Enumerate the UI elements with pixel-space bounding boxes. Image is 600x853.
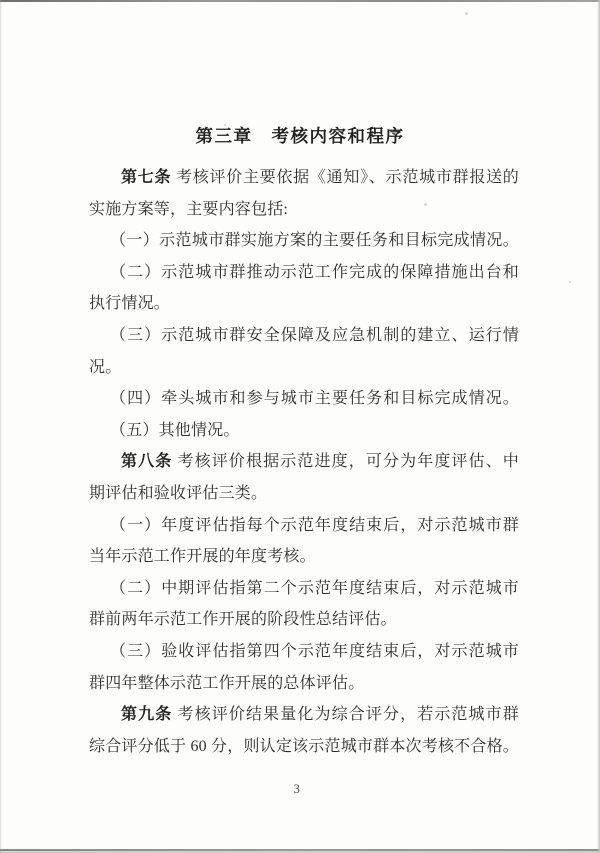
line-text: 考核评价结果量化为综合评分，若示范城市群 <box>172 706 519 724</box>
line-text: 考核评价主要依据《通知》、示范城市群报送的 <box>171 169 519 186</box>
article-number: 第九条 <box>121 706 173 724</box>
document-line <box>89 604 519 636</box>
line-text: （二）示范城市群推动示范工作完成的保障措施出台和 <box>110 263 519 281</box>
line-text: 期评估和验收评估三类。 <box>89 484 268 502</box>
document-line <box>89 668 519 700</box>
document-line <box>89 541 519 573</box>
line-text: （一）示范城市群实施方案的主要任务和目标完成情况。 <box>110 232 519 250</box>
line-text: 当年示范工作开展的年度考核。 <box>89 548 316 566</box>
scan-edge-top <box>0 0 600 2</box>
document-line <box>89 257 519 289</box>
line-text: 实施方案等，主要内容包括: <box>89 200 289 218</box>
document-body <box>89 162 519 762</box>
document-line <box>89 320 519 352</box>
article-number: 第七条 <box>121 169 172 186</box>
line-text: （四）牵头城市和参与城市主要任务和目标完成情况。 <box>110 390 519 408</box>
line-text: 况。 <box>89 358 122 376</box>
document-line <box>89 383 519 415</box>
document-line <box>89 510 519 542</box>
document-line <box>89 194 519 226</box>
line-text: （二）中期评估指第二个示范年度结束后，对示范城市 <box>110 579 519 597</box>
document-line <box>89 478 519 510</box>
document-line <box>89 288 519 320</box>
document-line <box>89 352 519 384</box>
line-text: （三）验收评估指第四个示范年度结束后，对示范城市 <box>110 642 519 660</box>
document-line <box>89 446 519 478</box>
line-text: 群四年整体示范工作开展的总体评估。 <box>89 674 365 692</box>
document-line <box>89 162 519 194</box>
page-number: 3 <box>293 782 301 796</box>
document-line <box>89 573 519 605</box>
scan-speck <box>569 281 571 283</box>
line-text: （三）示范城市群安全保障及应急机制的建立、运行情 <box>110 326 519 344</box>
document-line <box>89 699 519 731</box>
line-text: 群前两年示范工作开展的阶段性总结评估。 <box>89 611 397 629</box>
article-number: 第八条 <box>121 453 173 471</box>
line-text: 考核评价根据示范进度，可分为年度评估、中 <box>172 453 519 471</box>
document-line <box>89 636 519 668</box>
line-text: 综合评分低于 60 分，则认定该示范城市群本次考核不合格。 <box>89 737 519 755</box>
scan-speck <box>465 12 468 15</box>
document-line <box>89 225 519 257</box>
document-line <box>89 415 519 447</box>
document-line <box>89 731 519 763</box>
line-text: （一）年度评估指每个示范年度结束后，对示范城市群 <box>110 516 519 534</box>
line-text: 执行情况。 <box>89 295 171 313</box>
line-text: （五）其他情况。 <box>110 421 240 439</box>
chapter-title: 第三章 考核内容和程序 <box>195 126 405 146</box>
